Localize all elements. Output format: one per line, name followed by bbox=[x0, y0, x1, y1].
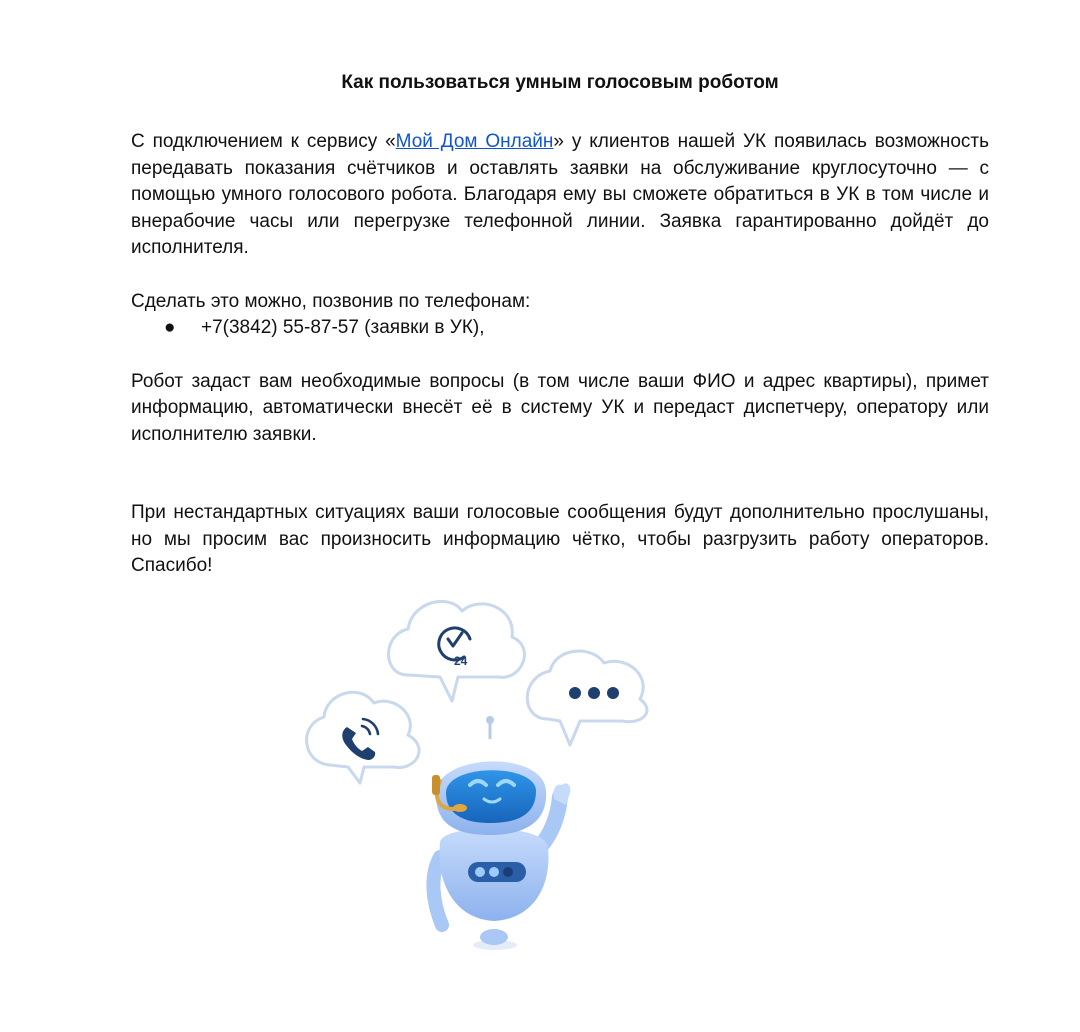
phone-number-text: +7(3842) 55-87-57 (заявки в УК), bbox=[201, 317, 485, 338]
robot-icon bbox=[432, 716, 570, 950]
moy-dom-online-link[interactable]: Мой Дом Онлайн bbox=[395, 131, 554, 152]
intro-text-before-link: С подключением к сервису « bbox=[131, 131, 396, 152]
document-title: Как пользоваться умным голосовым роботом bbox=[341, 72, 779, 93]
call-paragraph: Сделать это можно, позвонив по телефонам: bbox=[131, 290, 531, 312]
ellipsis-speech-bubble bbox=[527, 651, 647, 745]
voice-robot-illustration bbox=[290, 585, 670, 965]
intro-paragraph bbox=[131, 129, 989, 262]
document-body bbox=[131, 68, 989, 580]
intro-text-after-link: » у клиентов нашей УК появилась возможность передавать показания счётчиков и оставлять заявки на обслуживание круглосуточно — с помощью умного голосового робота. Благодаря ему вы сможете обратиться в УК в том числе и внерабочие часы или перегрузке телефонной линии. Заявка гарантированно дойдёт до исполнителя. bbox=[131, 131, 990, 258]
ellipsis-icon bbox=[569, 687, 619, 699]
clock-badge-24: 24 bbox=[454, 654, 468, 668]
clock-speech-bubble bbox=[389, 601, 525, 701]
bullet-marker: ● bbox=[164, 317, 176, 338]
phone-speech-bubble bbox=[307, 692, 419, 783]
robot-paragraph: Робот задаст вам необходимые вопросы (в том числе ваши ФИО и адрес квартиры), примет информацию, автоматически внесёт её в систему УК и передаст диспетчеру, оператору или исполнителю заявки. bbox=[131, 370, 989, 445]
closing-paragraph: При нестандартных ситуациях ваши голосовые сообщения будут дополнительно прослушаны, но мы просим вас произносить информацию чётко, чтобы разгрузить работу операторов. Спасибо! bbox=[131, 502, 989, 576]
list-item bbox=[131, 315, 989, 342]
